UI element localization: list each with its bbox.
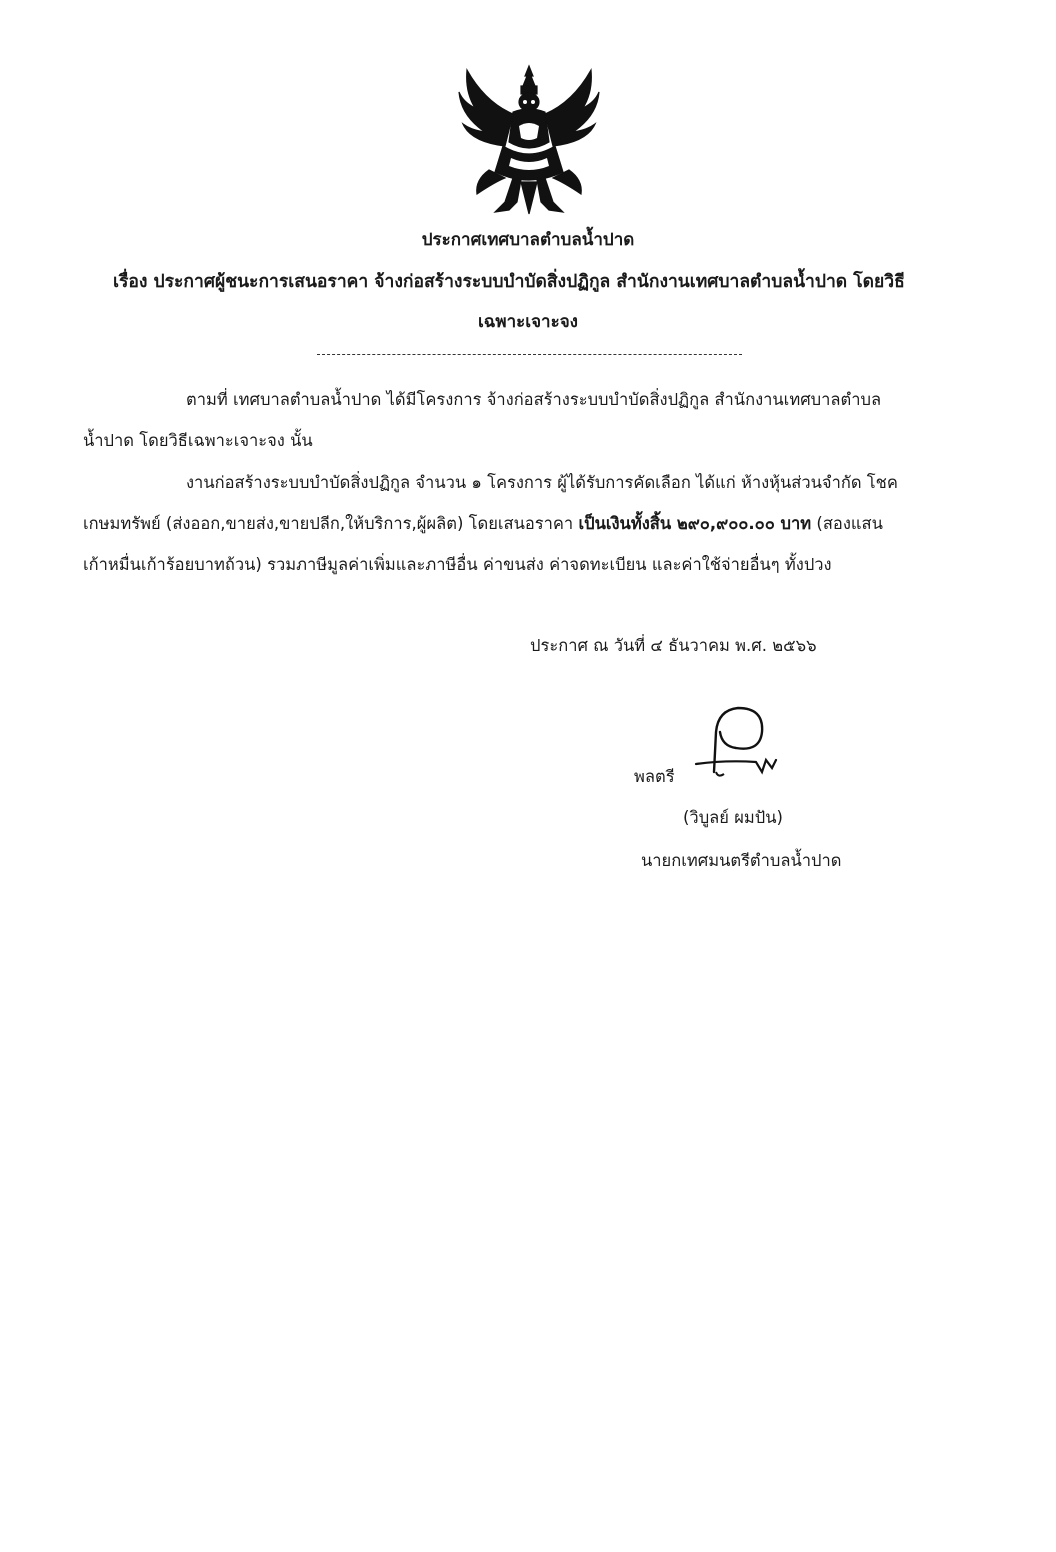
signatory-position: นายกเทศมนตรีตำบลน้ำปาด: [641, 851, 842, 870]
para1-line1: ตามที่ เทศบาลตำบลน้ำปาด ได้มีโครงการ จ้างก่อสร้างระบบบำบัดสิ่งปฏิกูล สำนักงานเทศบาลตำบล: [186, 390, 882, 409]
contract-amount: เป็นเงินทั้งสิ้น ๒๙๐,๙๐๐.๐๐ บาท: [578, 514, 812, 533]
announce-date: ประกาศ ณ วันที่ ๔ ธันวาคม พ.ศ. ๒๕๖๖: [530, 636, 817, 655]
subject-line-1: เรื่อง ประกาศผู้ชนะการเสนอราคา จ้างก่อสร้างระบบบำบัดสิ่งปฏิกูล สำนักงานเทศบาลตำบลน้ำปาด โดยวิธี: [113, 272, 905, 292]
para2-line3: เก้าหมื่นเก้าร้อยบาทถ้วน) รวมภาษีมูลค่าเพิ่มและภาษีอื่น ค่าขนส่ง ค่าจดทะเบียน และค่าใช้จ่ายอื่นๆ ทั้งปวง: [83, 555, 832, 574]
handwritten-signature-icon: [676, 702, 786, 782]
para2-line1: งานก่อสร้างระบบบำบัดสิ่งปฏิกูล จำนวน ๑ โครงการ ผู้ได้รับการคัดเลือก ได้แก่ ห้างหุ้นส่วนจำกัด โชค: [186, 473, 898, 492]
para1-line2: น้ำปาด โดยวิธีเฉพาะเจาะจง นั้น: [83, 431, 313, 450]
para2-line2: [83, 511, 883, 537]
divider-rule: [317, 354, 742, 355]
subject-line-2: เฉพาะเจาะจง: [478, 312, 578, 332]
signatory-rank: พลตรี: [634, 767, 675, 786]
para2-line2-c: (สองแสน: [811, 514, 883, 533]
para2-line2-a: เกษมทรัพย์ (ส่งออก,ขายส่ง,ขายปลีก,ให้บริการ,ผู้ผลิต) โดยเสนอราคา: [83, 514, 579, 533]
signatory-name: (วิบูลย์ ผมปัน): [683, 808, 783, 827]
garuda-emblem-icon: [455, 62, 603, 220]
issuer-heading: ประกาศเทศบาลตำบลน้ำปาด: [421, 230, 635, 250]
